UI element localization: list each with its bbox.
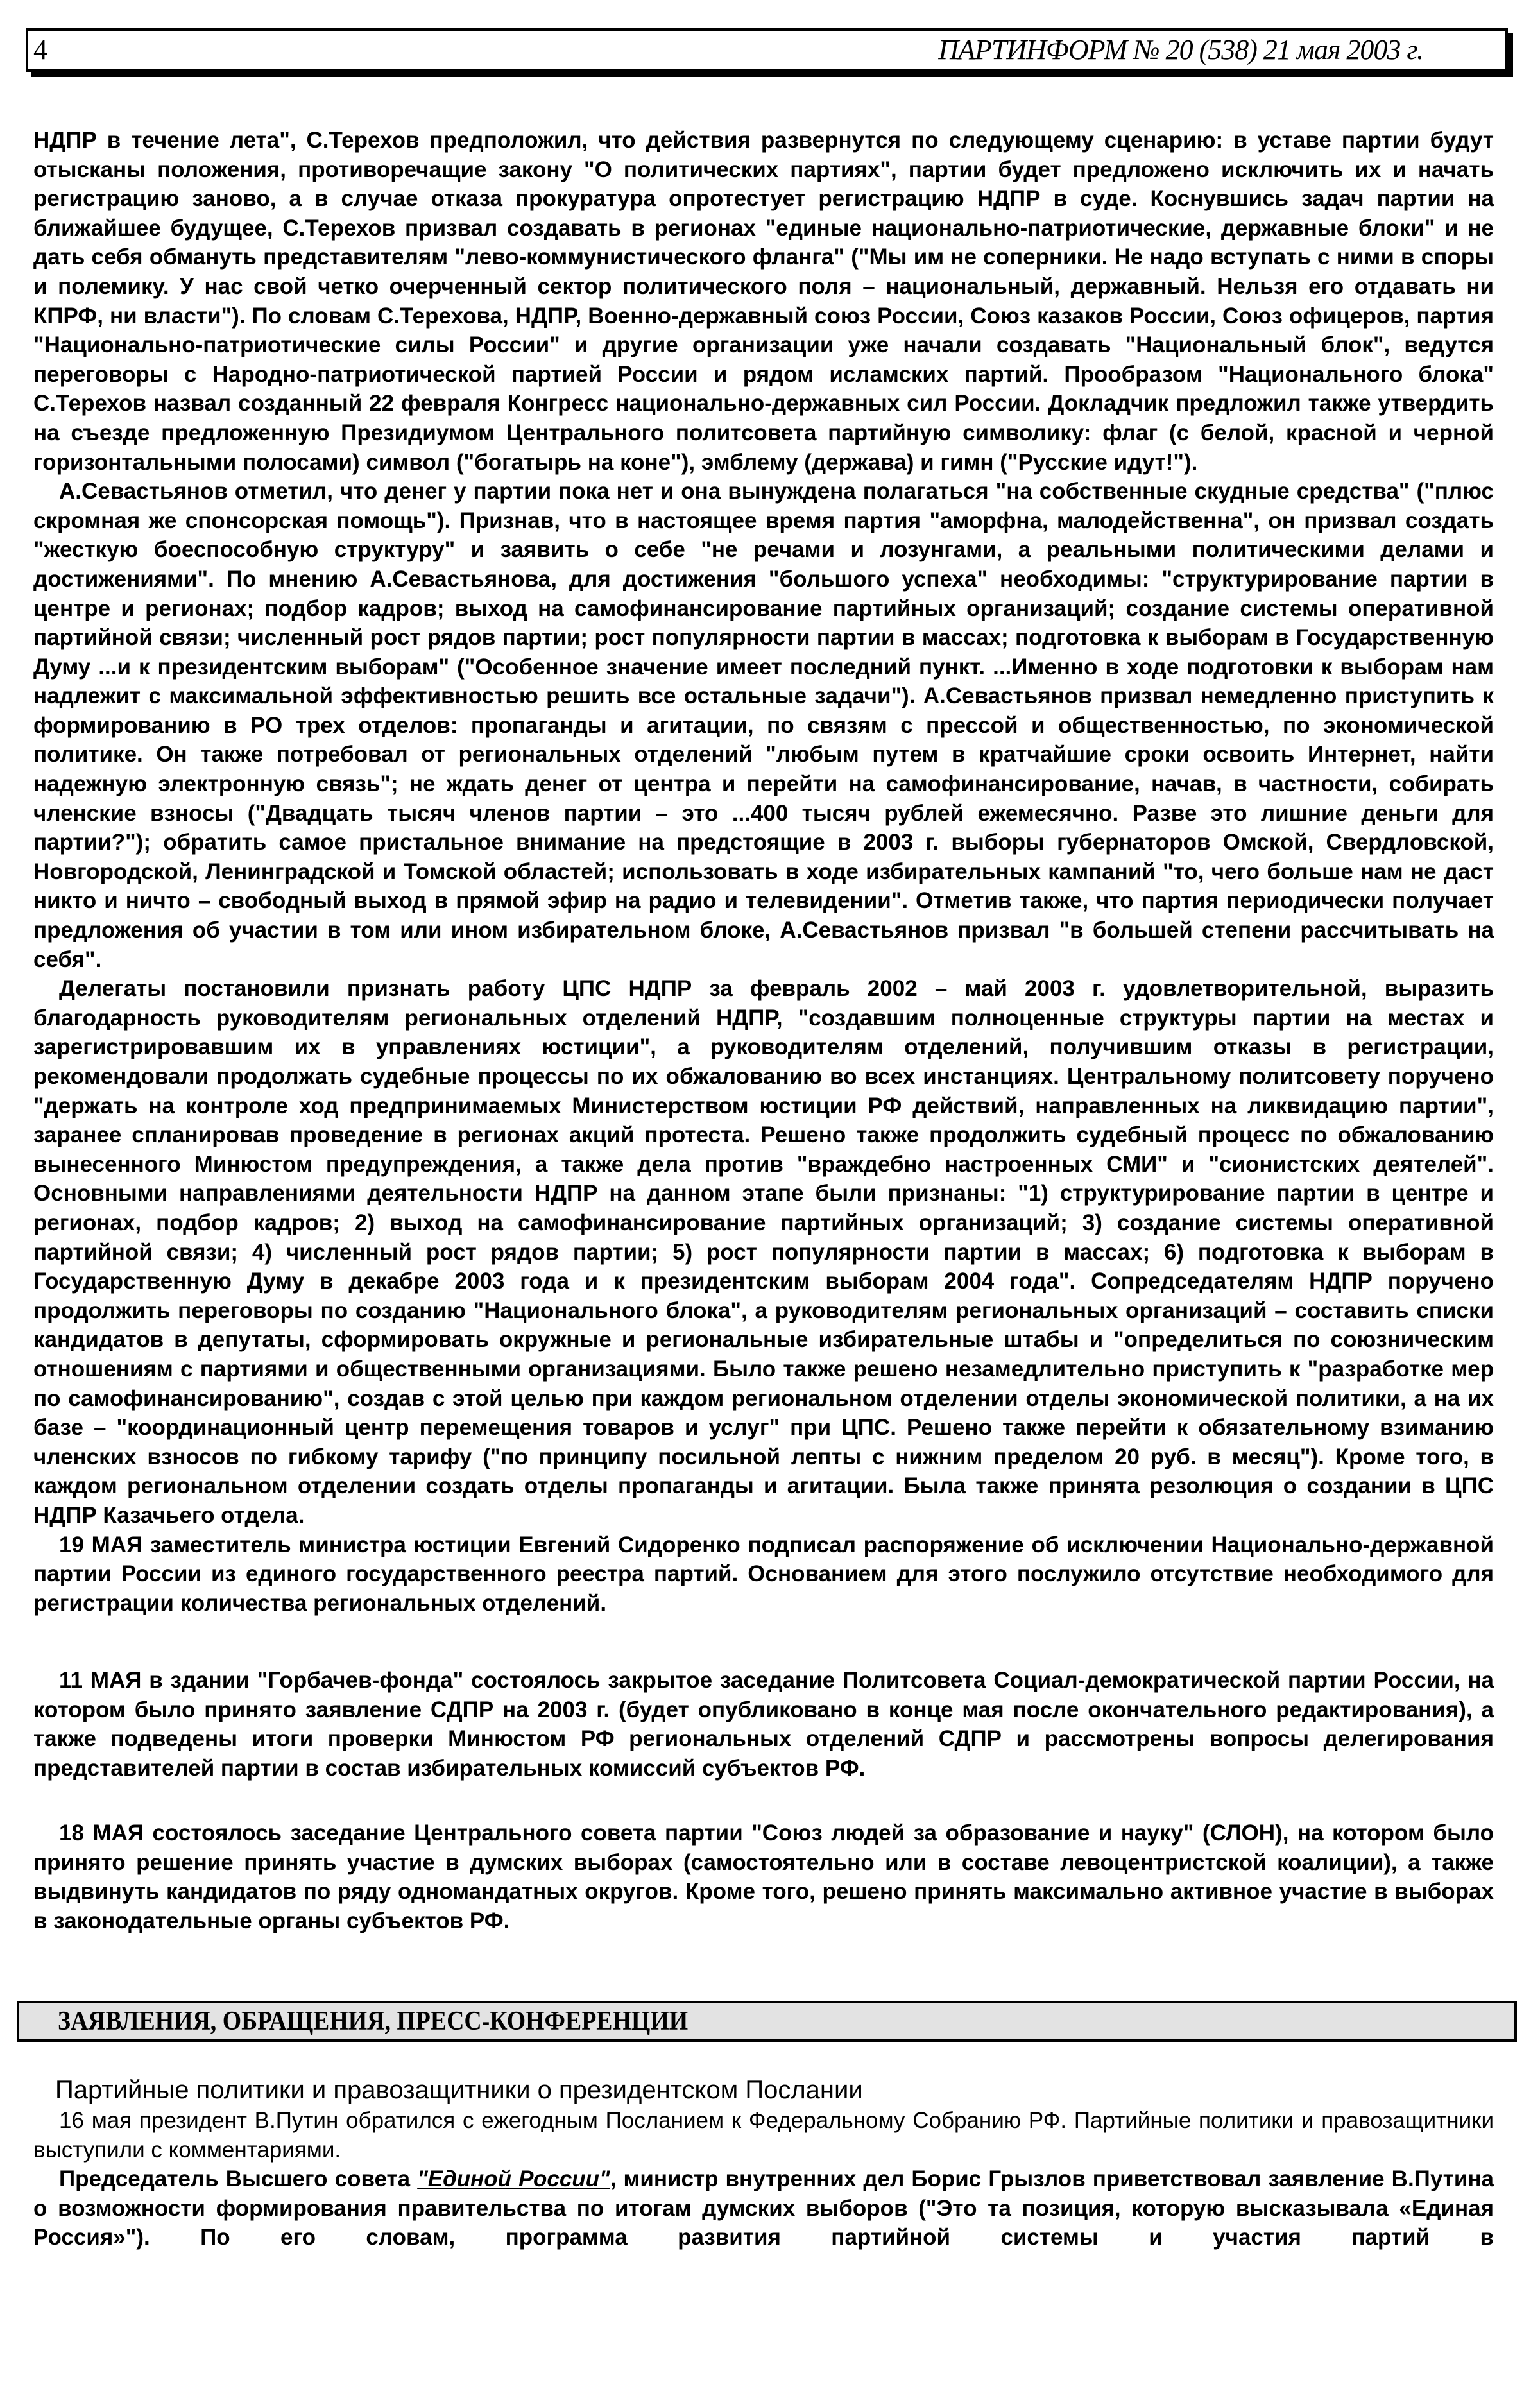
paragraph: А.Севастьянов отметил, что денег у партии пока нет и она вынуждена полагаться "на собственные скудные средства" ("плюс скромная же спонсорская помощь"). Признав, что в настоящее время партия "аморфна, малодейственна", он призвал создать "жесткую боеспособную структуру" и заявить о себе "не речами и лозунгами, а реальными политическими делами и достижениями". По мнению А.Севастьянова, для достижения "большого успеха" необходимы: "структурирование партии в центре и регионах; подбор кадров; выход на самофинансирование партийных организаций; создание системы оперативной партийной связи; численный рост рядов партии; рост популярности партии в массах; подготовка к выборам в Государственную Думу ...и к президентским выборам" ("Особенное значение имеет последний пункт. ...Именно в ходе подготовки к выборам нам надлежит с максимальной эффективностью решить все остальные задачи"). А.Севастьянов призвал немедленно приступить к формированию в РО трех отделов: пропаганды и агитации, по связям с прессой и общественностью, по экономической политике. Он также потребовал от региональных отделений "любым путем в кратчайшие сроки освоить Интернет, найти надежную электронную связь"; не ждать денег от центра и перейти на самофинансирование, начав, в частности, собирать членские взносы ("Двадцать тысяч членов партии – это ...400 тысяч рублей ежемесячно. Разве это лишние деньги для партии?"); обратить самое пристальное внимание на предстоящие в 2003 г. выборы губернаторов Омской, Свердловской, Новгородской, Ленинградской и Томской областей; использовать в ходе избирательных кампаний "то, чего больше нам не даст никто и ничто – свободный выход в прямой эфир на радио и телевидении". Отметив также, что партия периодически получает предложения об участии в том или ином избирательном блоке, А.Севастьянов призвал "в большей степени рассчитывать на себя". bbox=[33, 479, 1494, 972]
paragraph: 19 МАЯ заместитель министра юстиции Евгений Сидоренко подписал распоряжение об исключении Национально-державной партии России из единого государственного реестра партий. Основанием для этого послужило отсутствие необходимого для регистрации количества региональных отделений. bbox=[33, 1532, 1494, 1616]
party-link-edinaya-rossiya[interactable]: "Единой России" bbox=[417, 2166, 610, 2192]
paragraph: Делегаты постановили признать работу ЦПС НДПР за февраль 2002 – май 2003 г. удовлетворительной, выразить благодарность руководителям региональных отделений НДПР, "создавшим полноценные структуры партии на местах и зарегистрировавшим их в управлениях юстиции", а руководителям отделений, получившим отказы в регистрации, рекомендовали продолжать судебные процессы по их обжалованию во всех инстанциях. Центральному политсовету поручено "держать на контроле ход предпринимаемых Министерством юстиции РФ действий, направленных на ликвидацию партии", заранее спланировав проведение в регионах акций протеста. Решено также продолжить судебный процесс по обжалованию вынесенного Минюстом предупреждения, а также дела против "враждебно настроенных СМИ" и "сионистских деятелей". Основными направлениями деятельности НДПР на данном этапе были признаны: "1) структурирование партии в центре и регионах, подбор кадров; 2) выход на самофинансирование партийных организаций; 3) создание системы оперативной партийной связи; 4) численный рост рядов партии; 5) рост популярности партии в массах; 6) подготовка к выборам в Государственную Думу в декабре 2003 года и к президентским выборам 2004 года". Сопредседателям НДПР поручено продолжить переговоры по созданию "Национального блока", а руководителям региональных организаций – составить списки кандидатов в депутаты, сформировать окружные и региональные избирательные штабы и "определиться по союзническим отношениям с партиями и общественными организациями. Было также решено незамедлительно приступить к "разработке мер по самофинансированию", создав с этой целью при каждом региональном отделении отделы экономической политики, а на их базе – "координационный центр перемещения товаров и услуг" при ЦПС. Решено также перейти к обязательному взиманию членских взносов по гибкому тарифу ("по принципу посильной лепты с нижним пределом 20 руб. в месяц"). Кроме того, в каждом региональном отделении создать отделы пропаганды и агитации. Была также принята резолюция о создании в ЦПС НДПР Казачьего отдела. bbox=[33, 976, 1494, 1528]
news-item-slon bbox=[33, 1819, 1494, 1935]
article-title: Партийные политики и правозащитники о президентском Послании bbox=[55, 2076, 863, 2104]
page-number: 4 bbox=[33, 34, 47, 65]
section-heading-box bbox=[17, 2001, 1517, 2042]
paragraph: 11 МАЯ в здании "Горбачев-фонда" состоялось закрытое заседание Политсовета Социал-демократической партии России, на котором было принято заявление СДПР на 2003 г. (будет опубликовано в конце мая после окончательного редактирования), а также подведены итоги проверки Минюстом РФ региональных отделений СДПР и рассмотрены вопросы делегирования представителей партии в состав избирательных комиссий субъектов РФ. bbox=[33, 1668, 1494, 1781]
article-intro: 16 мая президент В.Путин обратился с ежегодным Посланием к Федеральному Собранию РФ. Партийные политики и правозащитники выступили с комментариями. bbox=[33, 2108, 1494, 2163]
article-body-ndpr bbox=[33, 126, 1494, 1618]
article-president-message bbox=[33, 2074, 1494, 2252]
news-item-sdpr bbox=[33, 1666, 1494, 1783]
text: , министр внутренних дел Борис Грызлов приветствовал заявление В.Путина о возможности формирования правительства по итогам думских выборов ("Это та позиция, которую высказывала «Единая Россия»"). По его словам, программа развития партийной системы и участия партий в bbox=[33, 2166, 1494, 2250]
section-heading: ЗАЯВЛЕНИЯ, ОБРАЩЕНИЯ, ПРЕСС-КОНФЕРЕНЦИИ bbox=[58, 2007, 689, 2036]
paragraph: 18 МАЯ состоялось заседание Центрального совета партии "Союз людей за образование и науку" (СЛОН), на котором было принято решение принять участие в думских выборах (самостоятельно или в составе левоцентристской коалиции), а также выдвинуть кандидатов по ряду одномандатных округов. Кроме того, решено принять максимально активное участие в выборах в законодательные органы субъектов РФ. bbox=[33, 1821, 1494, 1933]
text: Председатель Высшего совета bbox=[59, 2166, 418, 2192]
paragraph: НДПР в течение лета", С.Терехов предположил, что действия развернутся по следующему сценарию: в уставе партии будут отысканы положения, противоречащие закону "О политических партиях", партии будет предложено исключить их и начать регистрацию заново, а в случае отказа прокуратура опротестует регистрацию НДПР в суде. Коснувшись задач партии на ближайшее будущее, С.Терехов призвал создавать в регионах "единые национально-патриотические, державные блоки" и не дать себя обмануть представителям "лево-коммунистического фланга" ("Мы им не соперники. Не надо вступать с ними в споры и полемику. У нас свой четко очерченный сектор политического поля – национальный, державный. Нельзя его отдавать ни КПРФ, ни власти"). По словам С.Терехова, НДПР, Военно-державный союз России, Союз казаков России, Союз офицеров, партия "Национально-патриотические силы России" и другие организации уже начали создавать "Национальный блок", ведутся переговоры с Народно-патриотической партией России и рядом исламских партий. Прообразом "Национального блока" С.Терехов назвал созданный 22 февраля Конгресс национально-державных сил России. Докладчик предложил также утвердить на съезде предложенную Президиумом Центрального политсовета партийную символику: флаг (с белой, красной и черной горизонтальными полосами) символ ("богатырь на коне"), эмблему (держава) и гимн ("Русские идут!"). bbox=[33, 128, 1494, 475]
publication-title: ПАРТИНФОРМ № 20 (538) 21 мая 2003 г. bbox=[938, 34, 1423, 65]
paragraph bbox=[33, 2164, 1494, 2252]
page-header bbox=[26, 28, 1508, 72]
